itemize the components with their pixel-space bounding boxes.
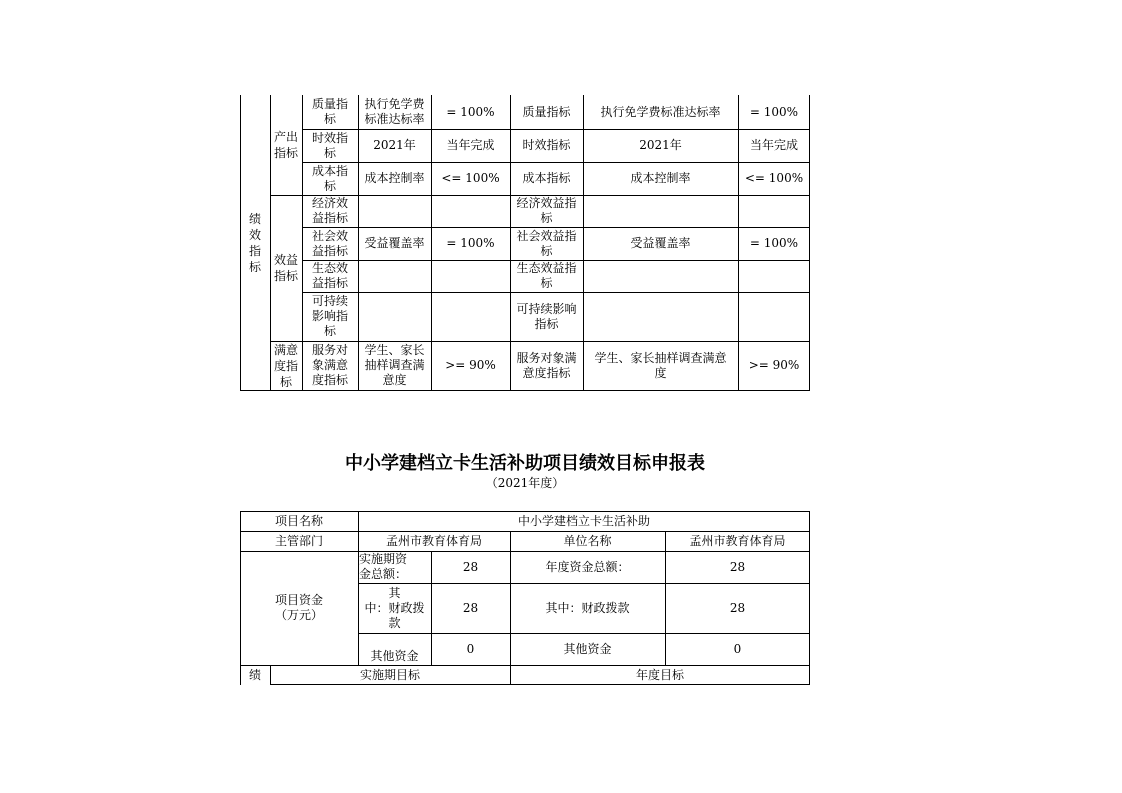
section-label-performance: 绩 效 指 标 (248, 211, 261, 274)
table-row-annual-indicator: 时效指标 (522, 138, 571, 152)
grid-line (358, 583, 810, 584)
table-row-annual-value (738, 292, 810, 341)
grid-line (240, 551, 810, 552)
table-row-annual-value (738, 260, 810, 292)
grid-line (358, 633, 810, 634)
table-row-annual-indicator: 质量指标 (522, 104, 571, 119)
table-row-value: <= 100% (441, 171, 500, 185)
grid-line (738, 95, 739, 391)
table-row-annual-value: 当年完成 (749, 138, 798, 152)
table-row-annual-content: 受益覆盖率 (630, 236, 691, 250)
total-annual-label: 年度资金总额： (545, 559, 630, 574)
grid-line (302, 292, 810, 293)
project-name-value: 中小学建档立卡生活补助 (517, 513, 650, 528)
annual-goal-label: 年度目标 (635, 667, 684, 682)
table-row-indicator: 时效指 标 (311, 130, 348, 160)
grid-line (240, 511, 810, 512)
table-row-annual-indicator: 成本指标 (522, 171, 571, 185)
unit-label: 单位名称 (563, 533, 612, 548)
table-row-annual-content: 2021年 (639, 138, 682, 152)
table-row-annual-content (583, 260, 738, 292)
fund-label: 项目资金 （万元） (274, 593, 323, 622)
grid-line (240, 95, 241, 391)
table-row-annual-indicator: 生态效益指 标 (516, 261, 577, 290)
total-impl-value: 28 (462, 559, 479, 574)
other-impl-label: 其他资金 (370, 649, 419, 663)
table-row-annual-value: <= 100% (744, 171, 804, 185)
fiscal-annual-value: 28 (729, 600, 746, 615)
table-row-indicator: 社会效 益指标 (311, 228, 348, 258)
table-row-value: >= 90% (445, 358, 496, 372)
unit-value: 孟州市教育体育局 (689, 533, 786, 548)
grid-line (270, 195, 810, 196)
project-name-label: 项目名称 (274, 513, 323, 528)
grid-line (583, 95, 584, 391)
table-row-indicator: 质量指 标 (311, 97, 348, 126)
group-label-output: 产出 指标 (273, 130, 298, 160)
table-row-value (431, 195, 510, 227)
impl-goal-label: 实施期目标 (359, 667, 420, 682)
table-row-value: 当年完成 (446, 138, 495, 152)
table-row-content: 2021年 (373, 138, 416, 152)
table-row-content: 成本控制率 (364, 171, 425, 185)
grid-line (302, 260, 810, 261)
form-title: 中小学建档立卡生活补助项目绩效目标申报表 (345, 453, 705, 474)
table-row-indicator: 生态效 益指标 (311, 261, 348, 290)
table-row-value: = 100% (446, 236, 495, 250)
other-impl-value: 0 (466, 641, 475, 656)
grid-line (302, 95, 303, 391)
table-row-annual-value: >= 90% (748, 358, 800, 372)
grid-line (358, 95, 359, 391)
table-row-annual-value: = 100% (749, 236, 799, 250)
table-row-annual-content: 学生、家长抽样调查满意 度 (594, 350, 727, 380)
table-row-annual-content: 成本控制率 (630, 171, 691, 185)
grid-line (240, 511, 241, 685)
grid-line (270, 665, 271, 685)
table-row-annual-indicator: 社会效益指 标 (516, 228, 577, 258)
table-row-value: = 100% (446, 104, 495, 119)
table-row-indicator: 成本指 标 (311, 163, 348, 193)
grid-line (270, 95, 271, 391)
table-row-content: 学生、家长 抽样调查满 意度 (364, 343, 425, 387)
table-row-value (431, 292, 510, 341)
table-row-annual-indicator: 服务对象满 意度指标 (516, 350, 577, 380)
grid-line (302, 227, 810, 228)
dept-label: 主管部门 (274, 533, 323, 548)
table-row-content: 受益覆盖率 (364, 236, 425, 250)
grid-line (270, 684, 810, 685)
group-label-benefit: 效益 指标 (273, 253, 298, 283)
grid-line (809, 511, 810, 685)
table-row-annual-content (583, 292, 738, 341)
table-row-content (358, 260, 431, 292)
grid-line (302, 129, 810, 130)
table-row-content (358, 195, 431, 227)
table-row-indicator: 可持续 影响指 标 (311, 294, 348, 338)
grid-line (431, 95, 432, 391)
fiscal-impl-label: 其 中：财政拨 款 (364, 585, 425, 630)
total-impl-label: 实施期资 金总额： (359, 552, 408, 581)
grid-line (431, 551, 432, 665)
grid-line (302, 162, 810, 163)
table-row-annual-indicator: 可持续影响 指标 (516, 301, 577, 331)
form-year: （2021年度） (485, 475, 565, 490)
grid-line (240, 665, 810, 666)
grid-line (270, 341, 810, 342)
dept-value: 孟州市教育体育局 (385, 533, 482, 548)
grid-line (510, 531, 511, 685)
table-row-indicator: 服务对 象满意 度指标 (311, 343, 348, 387)
table-row-content (358, 292, 431, 341)
perf-label: 绩 (248, 667, 261, 682)
table-row-annual-value (738, 195, 810, 227)
fiscal-annual-label: 其中：财政拨款 (545, 600, 630, 615)
table-row-annual-content (583, 195, 738, 227)
table-row-value (431, 260, 510, 292)
grid-line (240, 390, 810, 391)
table-row-annual-content: 执行免学费标准达标率 (600, 104, 721, 119)
grid-line (665, 531, 666, 665)
table-row-content: 执行免学费 标准达标率 (364, 97, 425, 126)
other-annual-label: 其他资金 (563, 641, 612, 656)
group-label-satisfaction: 满意 度指 标 (273, 342, 298, 389)
total-annual-value: 28 (729, 559, 746, 574)
fiscal-impl-value: 28 (462, 600, 479, 615)
grid-line (510, 95, 511, 391)
grid-line (809, 95, 810, 391)
table-row-annual-value: = 100% (749, 104, 799, 119)
table-row-indicator: 经济效 益指标 (311, 196, 348, 225)
grid-line (358, 511, 359, 665)
other-annual-value: 0 (733, 641, 742, 656)
table-row-annual-indicator: 经济效益指 标 (516, 196, 577, 225)
grid-line (240, 531, 810, 532)
